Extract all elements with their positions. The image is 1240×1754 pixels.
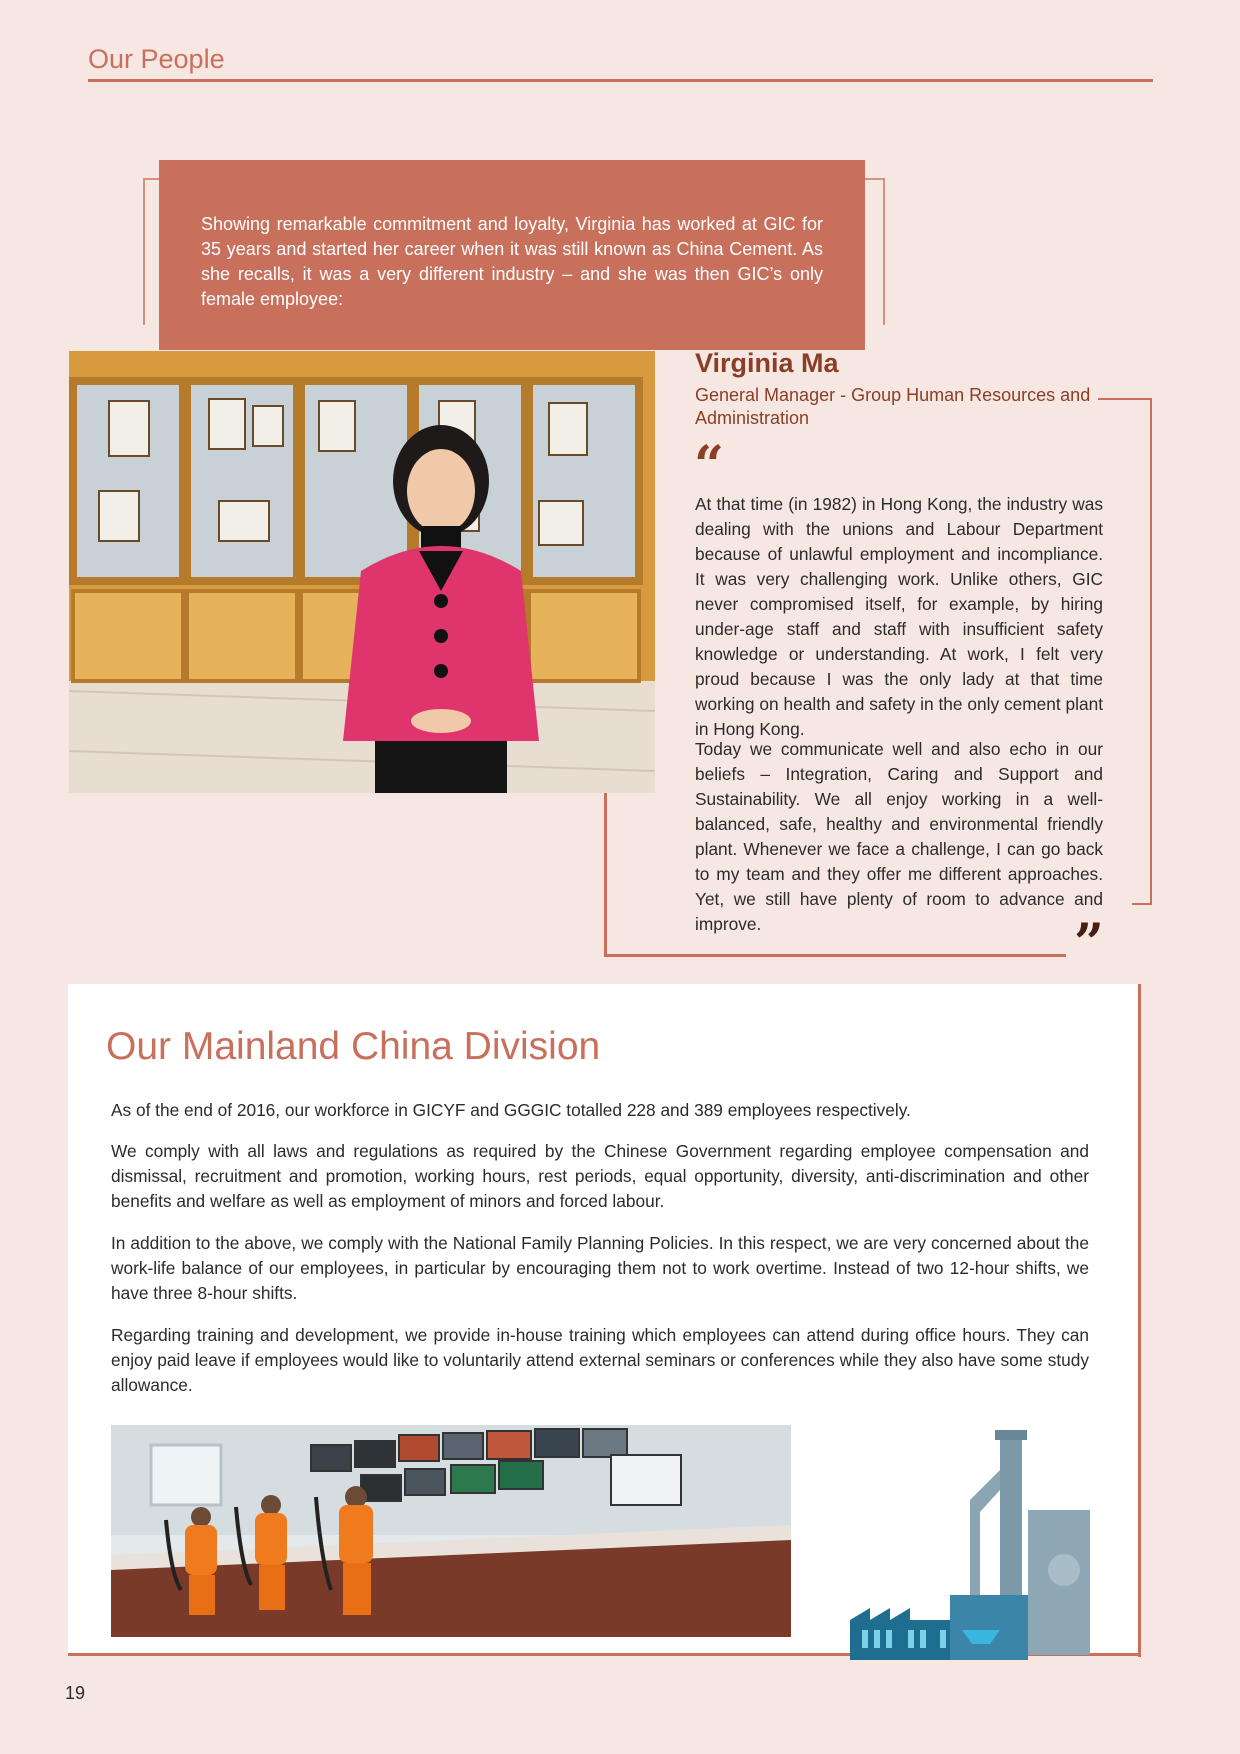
body-paragraph: Regarding training and development, we provide in-house training which employees can attend during office hours. They can enjoy paid leave if employees would like to voluntarily attend external seminars or conferences while they also have some study allowance. xyxy=(111,1325,1089,1395)
person-name: Virginia Ma xyxy=(695,348,839,378)
mainland-title: Our Mainland China Division xyxy=(106,1025,601,1068)
body-paragraph: In addition to the above, we comply with the National Family Planning Policies. In this respect, we are very concerned about the work-life balance of our employees, in particular by encouraging them not to work overtime. Instead of two 12-hour shifts, we have three 8-hour shifts. xyxy=(111,1233,1089,1303)
quote-frame-bottom-right xyxy=(1132,903,1152,905)
intro-text: Showing remarkable commitment and loyalty, Virginia has worked at GIC for 35 years and started her career when it was still known as China Cement. As she recalls, it was a very different industry – and she was then GIC’s only female employee: xyxy=(201,214,823,309)
person-role: General Manager - Group Human Resources and Administration xyxy=(695,385,1091,428)
quote-frame-top xyxy=(1098,398,1152,400)
section-title: Our People xyxy=(88,44,225,74)
body-paragraph: We comply with all laws and regulations as required by the Chinese Government regarding employee compensation and dismissal, recruitment and promotion, working hours, rest periods, equal opportunity, diversity, anti-discrimination and other benefits and welfare as well as employment of minors and forced labour. xyxy=(111,1141,1089,1211)
quote-frame-right xyxy=(1150,398,1152,905)
cement-plant-illustration xyxy=(850,1430,1090,1670)
control-room-photo xyxy=(111,1425,791,1637)
open-quote-mark: “ xyxy=(694,435,724,496)
quote-frame-bottom xyxy=(604,954,1066,957)
page-number: 19 xyxy=(65,1683,86,1703)
body-paragraph: As of the end of 2016, our workforce in GICYF and GGGIC totalled 228 and 389 employees respectively. xyxy=(111,1100,911,1120)
quote-frame-left xyxy=(604,793,607,957)
mainland-frame-right xyxy=(1138,984,1141,1657)
header-rule xyxy=(88,79,1153,82)
quote-paragraph: Today we communicate well and also echo in our beliefs – Integration, Caring and Support and Sustainability. We all enjoy working in a well-balanced, safe, healthy and environmental friendly plant. Whenever we face a challenge, I can go back to my team and they offer me different approaches. Yet, we still have plenty of room to advance and improve. xyxy=(695,739,1103,934)
virginia-ma-photo xyxy=(69,351,655,793)
close-quote-mark: ” xyxy=(1074,913,1104,974)
quote-paragraph: At that time (in 1982) in Hong Kong, the industry was dealing with the unions and Labour Department because of unlawful employment and incompliance. It was very challenging work. Unlike others, GIC never compromised itself, for example, by hiring under-age staff and staff with insufficient safety knowledge or understanding. At work, I felt very proud because I was the only lady at that time working on health and safety in the only cement plant in Hong Kong. xyxy=(695,494,1103,739)
